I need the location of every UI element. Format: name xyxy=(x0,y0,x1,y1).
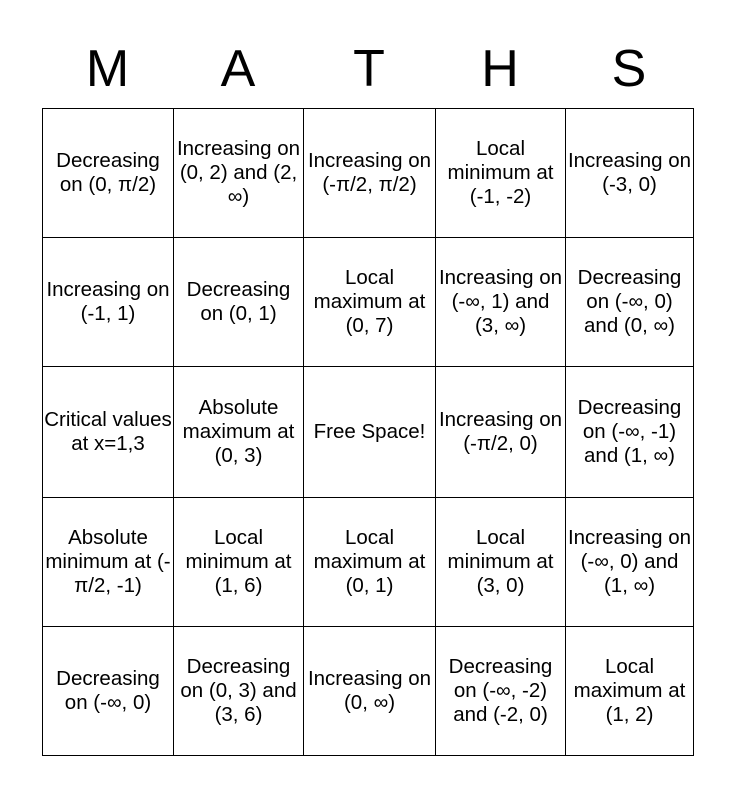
bingo-row xyxy=(43,238,694,367)
bingo-cell[interactable]: Decreasing on (-∞, 0) xyxy=(43,627,174,756)
title-letter-a: A xyxy=(220,40,256,98)
bingo-cell[interactable]: Local minimum at (-1, -2) xyxy=(436,109,566,238)
bingo-row xyxy=(43,627,694,756)
bingo-cell[interactable]: Local maximum at (0, 1) xyxy=(304,498,436,627)
bingo-cell-free-space[interactable]: Free Space! xyxy=(304,367,436,498)
bingo-cell[interactable]: Local minimum at (3, 0) xyxy=(436,498,566,627)
title-letter-m: M xyxy=(85,40,130,98)
bingo-cell[interactable]: Local minimum at (1, 6) xyxy=(174,498,304,627)
bingo-cell[interactable]: Increasing on (-π/2, π/2) xyxy=(304,109,436,238)
bingo-cell[interactable]: Decreasing on (0, 1) xyxy=(174,238,304,367)
bingo-cell[interactable]: Increasing on (-∞, 0) and (1, ∞) xyxy=(566,498,694,627)
bingo-row xyxy=(43,498,694,627)
bingo-row xyxy=(43,367,694,498)
bingo-grid xyxy=(42,108,694,756)
bingo-cell[interactable]: Absolute maximum at (0, 3) xyxy=(174,367,304,498)
bingo-cell[interactable]: Decreasing on (-∞, 0) and (0, ∞) xyxy=(566,238,694,367)
bingo-cell[interactable]: Increasing on (-∞, 1) and (3, ∞) xyxy=(436,238,566,367)
bingo-title-row xyxy=(42,34,693,104)
title-letter-s: S xyxy=(611,40,647,98)
bingo-cell[interactable]: Increasing on (-1, 1) xyxy=(43,238,174,367)
bingo-cell[interactable]: Decreasing on (0, 3) and (3, 6) xyxy=(174,627,304,756)
bingo-cell[interactable]: Increasing on (0, 2) and (2, ∞) xyxy=(174,109,304,238)
bingo-row xyxy=(43,109,694,238)
bingo-cell[interactable]: Decreasing on (-∞, -2) and (-2, 0) xyxy=(436,627,566,756)
title-letter-t: T xyxy=(353,40,385,98)
bingo-cell[interactable]: Local maximum at (1, 2) xyxy=(566,627,694,756)
bingo-cell[interactable]: Increasing on (0, ∞) xyxy=(304,627,436,756)
title-letter-h: H xyxy=(481,40,519,98)
bingo-cell[interactable]: Absolute minimum at (-π/2, -1) xyxy=(43,498,174,627)
bingo-cell[interactable]: Decreasing on (0, π/2) xyxy=(43,109,174,238)
bingo-cell[interactable]: Increasing on (-3, 0) xyxy=(566,109,694,238)
bingo-cell[interactable]: Critical values at x=1,3 xyxy=(43,367,174,498)
bingo-cell[interactable]: Decreasing on (-∞, -1) and (1, ∞) xyxy=(566,367,694,498)
bingo-cell[interactable]: Local maximum at (0, 7) xyxy=(304,238,436,367)
bingo-cell[interactable]: Increasing on (-π/2, 0) xyxy=(436,367,566,498)
